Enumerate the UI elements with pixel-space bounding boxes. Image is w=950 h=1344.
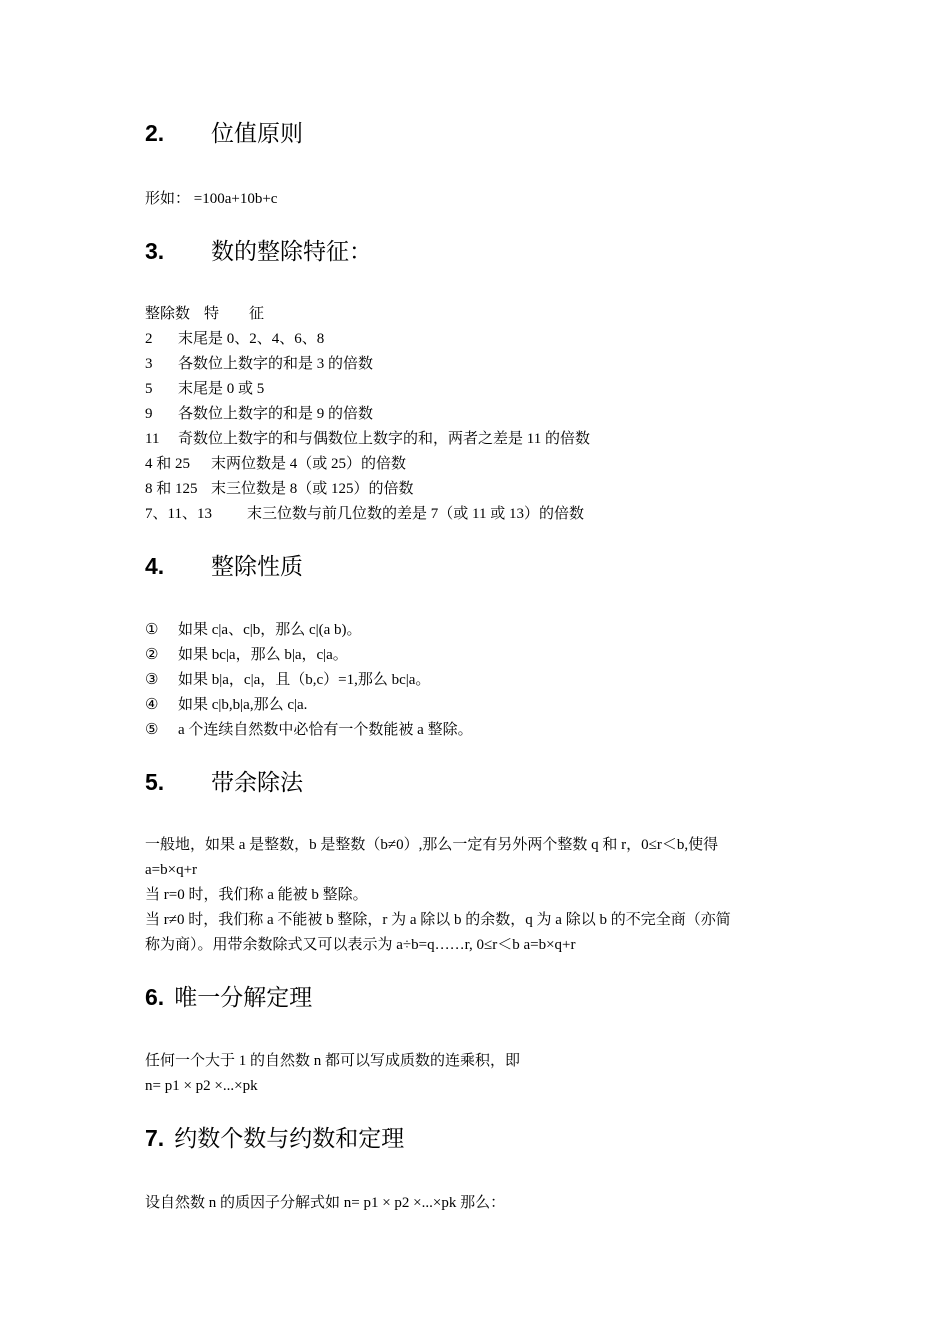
section-number: 4. xyxy=(145,553,165,579)
section-7-heading xyxy=(145,1127,404,1150)
place-value-formula: 形如： =100a+10b+c xyxy=(145,191,278,207)
header-divisor: 整除数 xyxy=(145,306,191,322)
divisibility-row: 4 和 25 末两位数是 4（或 25）的倍数 xyxy=(145,456,407,472)
paragraph-line: 称为商）。用带余数除式又可以表示为 a÷b=q……r, 0≤r＜b a=b×q+r xyxy=(145,937,576,953)
header-feature-2: 征 xyxy=(249,306,265,322)
property-item: ③ 如果 b|a，c|a，且（b,c）=1,那么 bc|a。 xyxy=(145,672,431,688)
divisibility-row: 7、11、13 末三位数与前几位数的差是 7（或 11 或 13）的倍数 xyxy=(145,506,584,522)
divisibility-row: 5 末尾是 0 或 5 xyxy=(145,381,265,397)
section-number: 3. xyxy=(145,238,165,264)
formula-line: n= p1 × p2 ×...×pk xyxy=(145,1078,258,1094)
paragraph-line: a=b×q+r xyxy=(145,862,198,878)
divisibility-row: 3 各数位上数字的和是 3 的倍数 xyxy=(145,356,374,372)
section-title: 位值原则 xyxy=(211,120,303,146)
section-title: 数的整除特征： xyxy=(211,238,372,264)
section-title: 整除性质 xyxy=(211,553,303,579)
section-number: 5. xyxy=(145,769,165,795)
property-item: ② 如果 bc|a，那么 b|a，c|a。 xyxy=(145,647,348,663)
paragraph-line: 设自然数 n 的质因子分解式如 n= p1 × p2 ×...×pk 那么： xyxy=(145,1195,506,1211)
section-2-heading xyxy=(145,122,303,145)
section-title: 约数个数与约数和定理 xyxy=(174,1125,405,1151)
divisibility-table-header xyxy=(145,307,264,322)
section-number: 6. xyxy=(145,984,165,1010)
paragraph-line: 一般地，如果 a 是整数，b 是整数（b≠0）,那么一定有另外两个整数 q 和 r，0≤r＜b,使得 xyxy=(145,837,719,853)
section-3-heading xyxy=(145,240,372,263)
paragraph-line: 当 r=0 时，我们称 a 能被 b 整除。 xyxy=(145,887,368,903)
section-number: 7. xyxy=(145,1125,165,1151)
divisibility-row: 9 各数位上数字的和是 9 的倍数 xyxy=(145,406,374,422)
divisibility-row: 2 末尾是 0、2、4、6、8 xyxy=(145,331,325,347)
section-6-heading xyxy=(145,986,312,1009)
section-title: 带余除法 xyxy=(211,769,303,795)
divisibility-row: 8 和 125 末三位数是 8（或 125）的倍数 xyxy=(145,481,414,497)
header-feature-1: 特 xyxy=(204,306,220,322)
section-number: 2. xyxy=(145,120,165,146)
property-item: ④ 如果 c|b,b|a,那么 c|a. xyxy=(145,697,308,713)
section-5-heading xyxy=(145,771,303,794)
paragraph-line: 任何一个大于 1 的自然数 n 都可以写成质数的连乘积，即 xyxy=(145,1053,521,1069)
property-item: ① 如果 c|a、c|b，那么 c|(a b)。 xyxy=(145,622,362,638)
section-title: 唯一分解定理 xyxy=(174,984,313,1010)
section-4-heading xyxy=(145,555,303,578)
divisibility-row: 11 奇数位上数字的和与偶数位上数字的和，两者之差是 11 的倍数 xyxy=(145,431,590,447)
paragraph-line: 当 r≠0 时，我们称 a 不能被 b 整除，r 为 a 除以 b 的余数，q 为 a 除以 b 的不完全商（亦简 xyxy=(145,912,731,928)
property-item: ⑤ a 个连续自然数中必恰有一个数能被 a 整除。 xyxy=(145,722,473,738)
